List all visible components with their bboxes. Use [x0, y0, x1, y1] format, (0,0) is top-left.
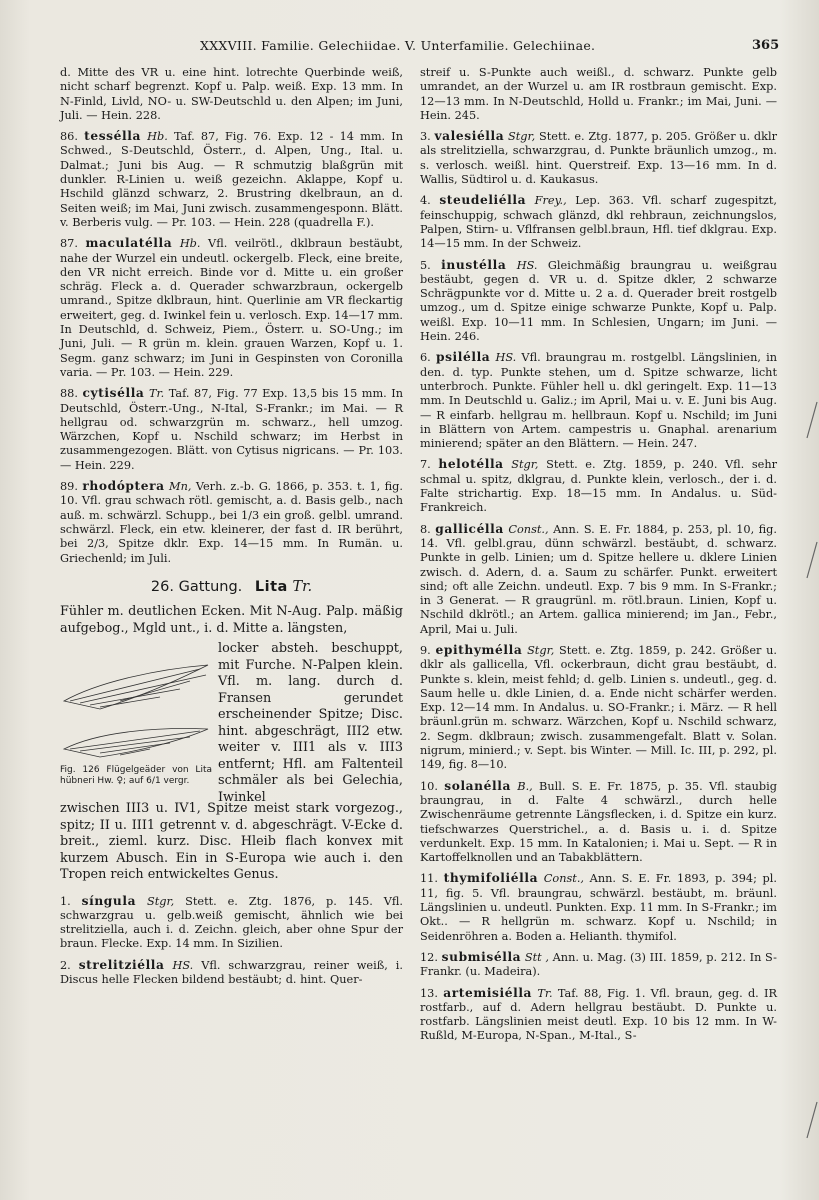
species-name: solanélla — [444, 778, 511, 793]
entry-text: Taf. 87, Fig. 76. Exp. 12 - 14 mm. In Schwed., S-Deutschld, Österr., d. Alpen, Ung., Ital. u. Dalmat.; Juni bis Aug. — R schmutzig blaßgrün mit dunkler. R-Linien u. weiß gezeichn. Aklappe, Kopf u. Hschild glänzd schwarz, 2. Brustring dkelbraun, an d. Seiten weiß; im Mai, Juni zwisch. zusammengesponn. Blätt. v. Berberis vulg. — Pr. 103. — Hein. 228 (quadrella F.). — [60, 130, 404, 229]
species-author: Stgr, — [146, 894, 175, 908]
species-entry — [420, 871, 777, 943]
wing-venation-figure — [60, 641, 212, 781]
genus-number: 26. Gattung. — [150, 578, 243, 595]
entry-text: Vfl. schwarzgrau, reiner weiß, i. Discus helle Flecken bildend bestäubt; d. hint. Quer- — [60, 958, 403, 987]
species-entry — [420, 66, 777, 123]
entry-number: 13. — [420, 986, 444, 1000]
entry-number: 11. — [420, 872, 444, 886]
entry-text: Vfl. veilrötl., dklbraun bestäubt, nahe der Wurzel ein undeutl. ockergelb. Fleck, eine breite, den VR nicht erreich. Binde vor d. Mitte u. ein großer schräg. Fleck a. d. Querader schwarzbraun, ockergelb umrand., Spitze dklbraun, hint. Querlinie am VR fleckartig erweitert, geg. d. Iwinkel fein u. verlosch. Exp. 14—17 mm. In Deutschld, d. Schweiz, Piem., Österr. u. SO-Ung.; im Juni, Juli. — R grün m. klein. grauen Warzen, Kopf u. 1. Segm. ganz schwarz; im Juni in Gespinsten von Coronilla varia. — Pr. 103. — Hein. 229. — [60, 237, 404, 379]
entry-text: Vfl. braungrau m. rostgelbl. Längslinien, in den. d. typ. Punkte stehen, um d. Spitze schwarze, licht unterbroch. Punkte. Fühler hell u. dkl geringelt. Exp. 11—13 mm. In Deutschld u. Galiz.; im April, Mai u. v. E. Juni bis Aug. — R einfarb. hellgrau m. hellbraun. Kopf u. Nschild; im Juni in Blättern von Artem. campestris u. Gnaphal. arenarium minierend; später an den Blättern. — Hein. 247. — [420, 351, 778, 451]
entry-number: 4. — [420, 194, 440, 208]
entry-text: Taf. 87, Fig. 77 Exp. 13,5 bis 15 mm. In Deutschld, Österr.-Ung., N-Ital, S-Frankr.; im Mai. — R hellgrau od. schwarzgrün m. schwarz., hell umzog. Wärzchen, Kopf u. Nschild schwarz; im Herbst in zusammengezogen. Blätt. von Cytisus nigricans. — Pr. 103. — Hein. 229. — [60, 387, 404, 472]
species-author: Hb. — [179, 237, 201, 251]
entry-number: 7. — [420, 458, 439, 472]
entry-text: Taf. 88, Fig. 1. Vfl. braun, geg. d. IR rostfarb., auf d. Adern hellgrau bestäubt. D. Punkte u. rostfarb. Längslinien meist deutl. Exp. 10 bis 12 mm. In W-Rußld, M-Europa, N-Span., M-Ital., S- — [420, 986, 777, 1043]
species-name: síngula — [81, 893, 137, 908]
entry-number: 10. — [420, 779, 445, 793]
genus-name: Lita — [254, 578, 288, 595]
species-author: Const., — [543, 872, 585, 886]
margin-mark — [805, 1100, 819, 1140]
entry-text: Gleichmäßig braungrau u. weißgrau bestäubt, gegen d. VR u. d. Spitze dkler, 2 schwarze Schrägpunkte vor d. Mitte u. 2 a. d. Querader breit rostgelb umzog., um d. Spitze einige schwarze Punkte, Kopf u. Palp. weißl. Exp. 10—11 mm. In Schlesien, Ungarn; im Juni. — Hein. 246. — [420, 258, 778, 344]
entry-number: 8. — [420, 522, 436, 536]
entry-text: Ann. S. E. Fr. 1884, p. 253, pl. 10, fig. 14. Vfl. gelbl.grau, dünn schwärzl. bestäubt, d. schwarz. Punkte in gelb. Linien; um d. Spitze hellere u. dklere Linien zwisch. d. Adern, d. a. Saum zu schärfer. Punkt. erweitert sind; oft alle Zeichn. undeutl. Exp. 7 bis 9 mm. In S-Frankr.; in 3 Generat. — R graugrünl. m. rötl.braun. Linien, Kopf u. Nschild dklrötl.; an Artem. gallica minierend; im Jan., Febr., April, Mai u. Juli. — [420, 522, 777, 636]
species-entry — [420, 522, 777, 637]
species-entry — [420, 129, 777, 187]
right-column — [420, 66, 777, 1050]
species-entry — [60, 236, 403, 380]
figure-block — [60, 641, 403, 805]
entry-number: 2. — [60, 958, 79, 972]
species-entry — [60, 958, 403, 988]
species-author: Frey., — [534, 194, 567, 208]
species-entry — [420, 950, 777, 980]
species-author: Mn, — [169, 480, 192, 494]
species-name: submisélla — [441, 949, 522, 964]
species-entry — [420, 457, 777, 515]
species-entry — [420, 986, 777, 1044]
species-name: thymifoliélla — [443, 871, 539, 886]
entry-text: Stett. e. Ztg. 1859, p. 242. Größer u. dklr als gallicella, Vfl. ockerbraun, dicht grau bestäubt, d. Punkte s. klein, meist fehld; d. gelb. Linien s. undeutl., geg. d. Saum helle u. dkle Linien, d. a. Ende nicht schärfer werden. Exp. 12—14 mm. In Andalus. u. SO-Frankr.; i. März. — R hell bräunl.grün m. schwarz. Wärzchen, Kopf u. Nschild schwarz, 2. Segm. dklbraun; zwisch. zusammengefalt. Blatt v. Solan. nigrum, minierd.; v. Sept. bis Winter. — Mill. Ic. III, p. 292, pl. 149, fig. 8—10. — [420, 643, 777, 772]
species-entry — [60, 129, 403, 230]
species-entry — [420, 193, 777, 251]
species-name: artemisiélla — [443, 985, 533, 1000]
species-name: epithymélla — [435, 642, 523, 657]
species-name: psilélla — [435, 350, 491, 365]
entry-number: 9. — [420, 643, 436, 657]
species-name: inustélla — [441, 257, 507, 272]
entry-text: Stett. e. Ztg. 1859, p. 240. Vfl. sehr schmal u. spitz, dklgrau, d. Punkte klein, verlosch., der i. d. Falte strichartig. Exp. 18—15 mm. In Andalus. u. Süd-Frankreich. — [420, 458, 777, 515]
species-name: cytisélla — [82, 386, 145, 401]
genus-heading — [60, 580, 403, 594]
species-name: strelitziélla — [78, 957, 165, 972]
species-author: B., — [517, 779, 533, 793]
species-author: Stgr, — [527, 643, 555, 657]
species-entry — [420, 258, 777, 345]
genus-intro: Fühler m. deutlichen Ecken. Mit N-Aug. Palp. mäßig aufgebog., Mgld unt., i. d. Mitte a. längsten, — [60, 604, 403, 636]
entry-text: Ann. S. E. Fr. 1893, p. 394; pl. 11, fig. 5. Vfl. braungrau, schwärzl. bestäubt, m. bräunl. Längslinien u. undeutl. Punkten. Exp. 11 mm. In S-Frankr.; im Okt.. — R hellgrün m. schwarz. Kopf u. Nschild; in Seidenröhren a. Boden a. Helianth. thymifol. — [420, 872, 777, 943]
species-entry — [60, 479, 403, 566]
genus-text-continued: zwischen III3 u. IV1, Spitze meist stark vorgezog., spitz; II u. III1 getrennt v. d. abgeschrägt. V-Ecke d. breit., zieml. kurz. Disc. Hleib flach konvex mit kurzem Abusch. Ein in S-Europa wie auch i. den Tropen reich entwickeltes Genus. — [60, 801, 403, 883]
species-entry — [60, 386, 403, 473]
margin-mark — [805, 400, 819, 440]
species-author: Stt , — [524, 950, 549, 964]
entry-text: Stett. e. Ztg. 1876, p. 145. Vfl. schwarzgrau u. gelb.weiß gemischt, ähnlich wie bei strelitziella, auch i. d. Zeichn. gleich, aber ohne Spur der braun. Flecke. Exp. 14 mm. In Sizilien. — [60, 894, 403, 951]
species-author: Tr. — [148, 387, 165, 401]
page-number: 365 — [752, 38, 780, 53]
species-entry — [420, 350, 777, 451]
entry-text: Bull. S. E. Fr. 1875, p. 35. Vfl. staubig braungrau, in d. Falte 4 schwärzl., durch helle Zwischenräume getrennte Längsflecken, i. d. Spitze ein kurz. tiefschwarzes Querstrichel., a. d. Basis u. i. d. Spitze verdunkelt. Exp. 15 mm. In Katalonien; i. Mai u. Sept. — R in Kartoffelknollen und an Tabakblättern. — [420, 779, 777, 865]
entry-text: d. Mitte des VR u. eine hint. lotrechte Querbinde weiß, nicht scharf begrenzt. Kopf u. Palp. weiß. Exp. 13 mm. In N-Finld, Livld, NO- u. SW-Deutschld u. den Alpen; im Juni, Juli. — Hein. 228. — [60, 66, 403, 122]
entry-number: 89. — [60, 480, 83, 494]
species-name: valesiélla — [434, 129, 505, 144]
species-name: steudeliélla — [439, 193, 527, 208]
species-entry — [60, 66, 403, 123]
species-author: HS. — [516, 258, 538, 272]
species-author: Stgr, — [511, 458, 539, 472]
genus-text-beside-figure: locker absteh. beschuppt, mit Furche. N-Palpen klein. Vfl. m. lang. durch d. Fransen gerundet erscheinender Spitze; Disc. hint. abgeschrägt, III2 etw. weiter v. III1 als v. III3 entfernt; Hfl. am Faltenteil schmäler als bei Gelechia, Iwinkel — [218, 641, 403, 805]
entry-number: 87. — [60, 237, 86, 251]
species-entry — [420, 643, 777, 773]
entry-number: 88. — [60, 387, 83, 401]
entry-number: 6. — [420, 351, 436, 365]
entry-number: 86. — [60, 130, 85, 144]
species-author: Tr. — [537, 986, 553, 1000]
running-header: XXXVIII. Familie. Gelechiidae. V. Unterfamilie. Gelechiinae. — [200, 38, 596, 53]
entry-text: Verh. z.-b. G. 1866, p. 353. t. 1, fig. 10. Vfl. grau schwach rötl. gemischt, a. d. Basis gelb., nach auß. m. schwärzl. Schupp., bei 1/3 ein groß. gelbl. umrand. schwärzl. Fleck, ein etw. kleinerer, der fast d. IR berührt, bei 2/3, Spitze dklr. Exp. 14—15 mm. In Rumän. u. Griechenld; im Juli. — [60, 480, 404, 565]
species-entry — [420, 779, 777, 866]
margin-mark — [805, 540, 819, 580]
species-name: tessélla — [84, 129, 141, 144]
species-author: HS. — [172, 958, 194, 972]
species-author: HS. — [495, 351, 517, 365]
entry-text: Lep. 363. Vfl. scharf zugespitzt, feinschuppig, schwach glänzd, dkl rehbraun, zeichnungslos, Palpen, Stirn- u. Vflfransen gelbl.braun, Hfl. tief dklgrau. Exp. 14—15 mm. In der Schweiz. — [420, 194, 778, 251]
entry-number: 5. — [420, 258, 442, 272]
entry-number: 3. — [420, 130, 435, 144]
entry-text: Ann. u. Mag. (3) III. 1859, p. 212. In S-Frankr. (u. Madeira). — [420, 950, 777, 979]
species-entry — [60, 894, 403, 952]
entry-text: streif u. S-Punkte auch weißl., d. schwarz. Punkte gelb umrandet, an der Wurzel u. am IR rostbraun gemischt. Exp. 12—13 mm. In N-Deutschld, Holld u. Frankr.; im Mai, Juni. — Hein. 245. — [420, 66, 777, 122]
species-author: Const., — [508, 522, 549, 536]
entry-text: Stett. e. Ztg. 1877, p. 205. Größer u. dklr als strelitziella, schwarzgrau, d. Punkte bräunlich umzog., m. s. verlosch. weißl. hint. Querstreif. Exp. 13—16 mm. In d. Wallis, Südtirol u. d. Kaukasus. — [420, 130, 778, 187]
species-name: rhodóptera — [82, 479, 165, 494]
entry-number: 1. — [60, 894, 82, 908]
entry-number: 12. — [420, 950, 442, 964]
species-name: gallicélla — [435, 521, 504, 536]
left-column — [60, 66, 403, 993]
genus-author: Tr. — [292, 578, 313, 595]
species-author: Stgr, — [508, 130, 536, 144]
species-name: helotélla — [438, 457, 504, 472]
species-name: maculatélla — [85, 236, 173, 251]
figure-caption: Fig. 126 Flügelgeäder von Lita hübneri Hw. ♀; auf 6/1 vergr. — [60, 765, 212, 787]
species-author: Hb. — [147, 130, 168, 144]
